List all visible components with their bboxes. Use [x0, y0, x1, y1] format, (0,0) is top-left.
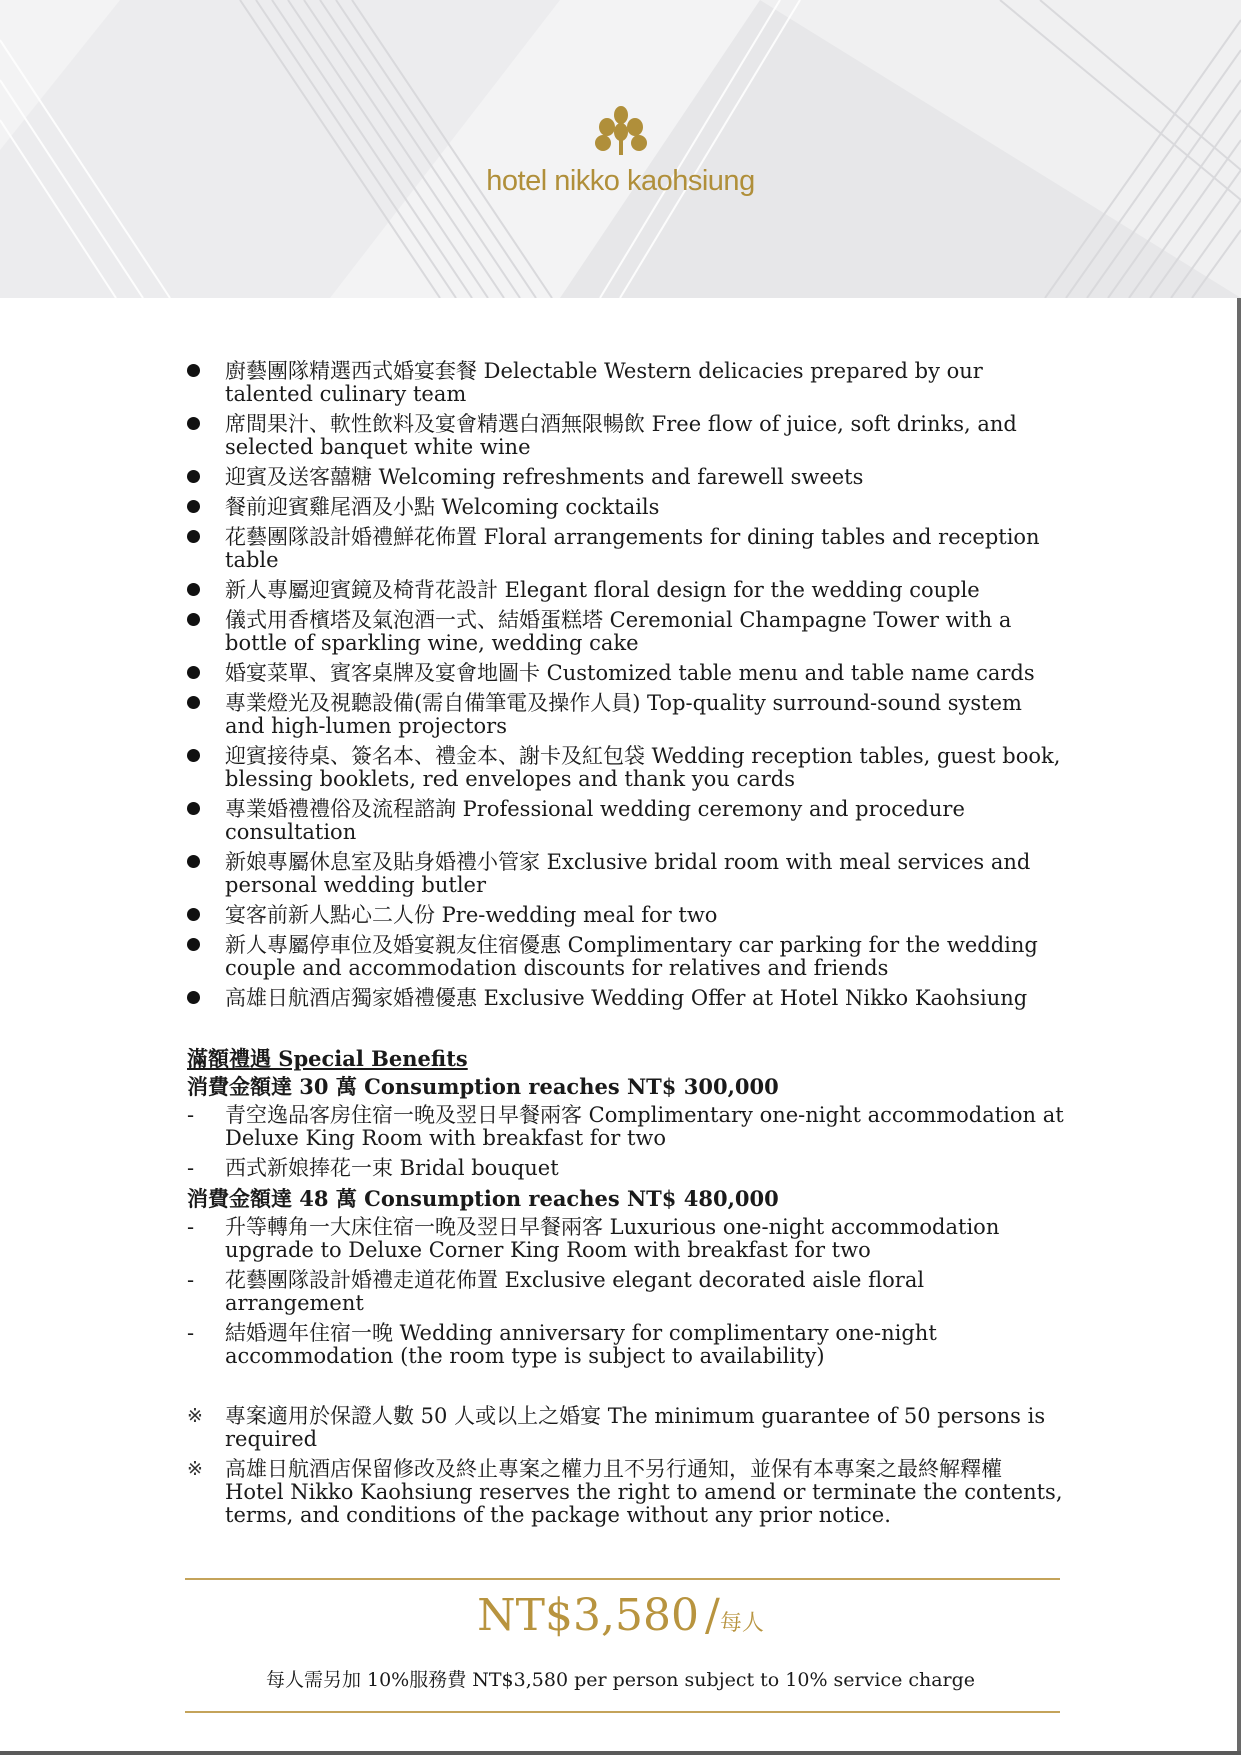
logo-text: hotel nikko kaohsiung: [486, 165, 755, 197]
list-item: 迎賓及送客囍糖 Welcoming refreshments and farewell sweets: [187, 466, 1067, 489]
price-display: [0, 1590, 1241, 1641]
flower-logo-icon: [591, 105, 651, 159]
price-amount: NT$3,580: [477, 1590, 699, 1641]
bullet-icon: [187, 802, 200, 815]
bullet-icon: [187, 613, 200, 626]
divider: [185, 1711, 1060, 1713]
note-item: ※ 高雄日航酒店保留修改及終止專案之權力且不另行通知，並保有本專案之最終解釋權 Hotel Nikko Kaohsiung reserves the right to amend or terminate the contents, terms, and conditions of the package without any prior notice.: [187, 1457, 1063, 1527]
list-item: 迎賓接待桌、簽名本、禮金本、謝卡及紅包袋 Wedding reception tables, guest book, blessing booklets, red envelopes and thank you cards: [187, 745, 1067, 791]
list-item: 新娘專屬休息室及貼身婚禮小管家 Exclusive bridal room with meal services and personal wedding butler: [187, 851, 1067, 897]
tier-list: [187, 1104, 1067, 1180]
divider: [185, 1578, 1060, 1580]
bullet-icon: [187, 583, 200, 596]
list-item: 宴客前新人點心二人份 Pre-wedding meal for two: [187, 904, 1067, 927]
list-item: 新人專屬停車位及婚宴親友住宿優惠 Complimentary car parking for the wedding couple and accommodation discounts for relatives and friends: [187, 934, 1067, 980]
tier-heading: 消費金額達 48 萬 Consumption reaches NT$ 480,000: [187, 1186, 779, 1211]
bullet-icon: [187, 855, 200, 868]
list-item: - 結婚週年住宿一晚 Wedding anniversary for complimentary one-night accommodation (the room type is subject to availability): [187, 1321, 937, 1368]
list-item: 餐前迎賓雞尾酒及小點 Welcoming cocktails: [187, 496, 1067, 519]
package-details: [187, 360, 1067, 1534]
benefits-heading: 滿額禮遇 Special Benefits: [187, 1046, 468, 1071]
reference-mark-icon: ※: [187, 1405, 203, 1427]
feature-list: [187, 360, 1067, 1010]
right-border: [1237, 298, 1241, 1755]
list-item: 廚藝團隊精選西式婚宴套餐 Delectable Western delicacies prepared by our talented culinary team: [187, 360, 1067, 406]
bullet-icon: [187, 364, 200, 377]
list-item: 儀式用香檳塔及氣泡酒一式、結婚蛋糕塔 Ceremonial Champagne Tower with a bottle of sparkling wine, wedding cake: [187, 609, 1067, 655]
bullet-icon: [187, 938, 200, 951]
list-item: 席間果汁、軟性飲料及宴會精選白酒無限暢飲 Free flow of juice, soft drinks, and selected banquet white wine: [187, 413, 1067, 459]
bullet-icon: [187, 500, 200, 513]
list-item: 新人專屬迎賓鏡及椅背花設計 Elegant floral design for the wedding couple: [187, 579, 1067, 602]
special-benefits: [187, 1047, 1067, 1368]
hotel-logo: [0, 105, 1241, 198]
bullet-icon: [187, 417, 200, 430]
list-item: 婚宴菜單、賓客桌牌及宴會地圖卡 Customized table menu and table name cards: [187, 662, 1067, 685]
tier-list: [187, 1216, 1067, 1368]
service-charge-note: 每人需另加 10%服務費 NT$3,580 per person subject to 10% service charge: [265, 1669, 976, 1691]
header-banner: [0, 0, 1241, 298]
bullet-icon: [187, 991, 200, 1004]
list-item: 高雄日航酒店獨家婚禮優惠 Exclusive Wedding Offer at Hotel Nikko Kaohsiung: [187, 987, 1067, 1010]
list-item: 花藝團隊設計婚禮鮮花佈置 Floral arrangements for dining tables and reception table: [187, 526, 1067, 572]
bottom-border: [0, 1751, 1241, 1755]
bullet-icon: [187, 696, 200, 709]
list-item: 專業燈光及視聽設備(需自備筆電及操作人員) Top-quality surround-sound system and high-lumen projectors: [187, 692, 1067, 738]
list-item: - 升等轉角一大床住宿一晚及翌日早餐兩客 Luxurious one-night accommodation upgrade to Deluxe Corner King Room with breakfast for two: [187, 1215, 1000, 1262]
list-item: - 青空逸品客房住宿一晚及翌日早餐兩客 Complimentary one-night accommodation at Deluxe King Room with breakfast for two: [187, 1103, 1064, 1150]
list-item: - 西式新娘捧花一束 Bridal bouquet: [187, 1156, 559, 1180]
terms-notes: [187, 1405, 1067, 1527]
note-item: ※ 專案適用於保證人數 50 人或以上之婚宴 The minimum guarantee of 50 persons is required: [187, 1404, 1046, 1451]
bullet-icon: [187, 666, 200, 679]
bullet-icon: [187, 470, 200, 483]
bullet-icon: [187, 749, 200, 762]
bullet-icon: [187, 530, 200, 543]
reference-mark-icon: ※: [187, 1458, 203, 1480]
list-item: 專業婚禮禮俗及流程諮詢 Professional wedding ceremony and procedure consultation: [187, 798, 1067, 844]
price-slash: /: [704, 1590, 720, 1641]
tier-heading: 消費金額達 30 萬 Consumption reaches NT$ 300,000: [187, 1074, 779, 1099]
list-item: - 花藝團隊設計婚禮走道花佈置 Exclusive elegant decorated aisle floral arrangement: [187, 1268, 925, 1315]
bullet-icon: [187, 908, 200, 921]
price-unit: 每人: [719, 1611, 764, 1636]
